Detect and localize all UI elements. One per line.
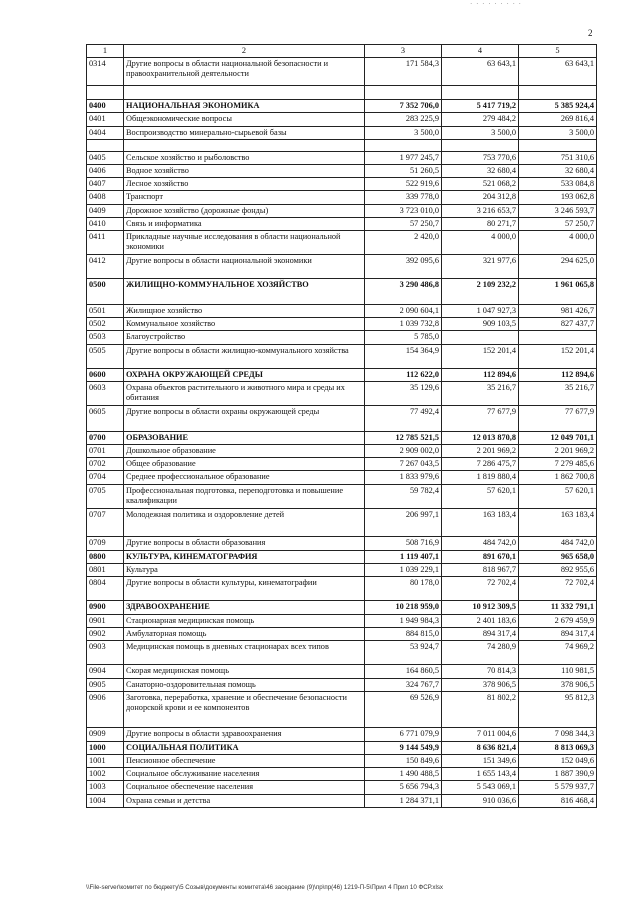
- row-value-col5: 72 702,4: [519, 577, 597, 601]
- scan-artifact: · · · · · · · · ·: [470, 0, 522, 8]
- row-code: 0707: [87, 508, 124, 536]
- row-value-col5: [519, 86, 597, 100]
- table-row: [87, 508, 597, 536]
- row-value-col5: 95 812,3: [519, 691, 597, 727]
- row-value-col3: 2 090 604,1: [365, 305, 442, 318]
- row-value-col3: 1 284 371,1: [365, 794, 442, 807]
- row-name: Пенсионное обеспечение: [124, 755, 365, 768]
- row-value-col5: 981 426,7: [519, 305, 597, 318]
- row-code: 0903: [87, 641, 124, 665]
- row-code: 0404: [87, 126, 124, 139]
- row-code: 0701: [87, 445, 124, 458]
- row-code: 0600: [87, 368, 124, 381]
- row-value-col4: 12 013 870,8: [442, 431, 519, 444]
- row-name: Другие вопросы в области национальной экономики: [124, 255, 365, 279]
- table-row: [87, 628, 597, 641]
- row-name: Общее образование: [124, 458, 365, 471]
- row-code: 0409: [87, 204, 124, 217]
- row-name: Коммунальное хозяйство: [124, 318, 365, 331]
- table-row: [87, 217, 597, 230]
- row-name: [124, 86, 365, 100]
- table-row: [87, 536, 597, 550]
- row-value-col4: 910 036,6: [442, 794, 519, 807]
- row-value-col5: 2 201 969,2: [519, 445, 597, 458]
- row-name: Амбулаторная помощь: [124, 628, 365, 641]
- row-value-col5: 57 250,7: [519, 217, 597, 230]
- row-code: 0412: [87, 255, 124, 279]
- row-value-col5: 12 049 701,1: [519, 431, 597, 444]
- row-code: 0505: [87, 344, 124, 368]
- row-value-col3: 3 723 010,0: [365, 204, 442, 217]
- row-name: Жилищное хозяйство: [124, 305, 365, 318]
- row-value-col4: 70 814,3: [442, 665, 519, 678]
- table-row: [87, 405, 597, 431]
- row-name: Санаторно-оздоровительная помощь: [124, 678, 365, 691]
- row-name: Охрана объектов растительного и животного мира и среды их обитания: [124, 381, 365, 405]
- row-value-col3: 51 260,5: [365, 165, 442, 178]
- table-row: [87, 165, 597, 178]
- row-value-col3: 1 490 488,5: [365, 768, 442, 781]
- row-value-col5: 7 279 485,6: [519, 458, 597, 471]
- row-value-col3: 154 364,9: [365, 344, 442, 368]
- table-row: [87, 331, 597, 344]
- row-value-col3: 77 492,4: [365, 405, 442, 431]
- table-header-row: [87, 45, 597, 58]
- row-code: 0900: [87, 601, 124, 615]
- row-value-col4: 2 201 969,2: [442, 445, 519, 458]
- row-name: ОХРАНА ОКРУЖАЮЩЕЙ СРЕДЫ: [124, 368, 365, 381]
- budget-table: [86, 44, 597, 808]
- col-header-2: 2: [124, 45, 365, 58]
- row-value-col4: 2 109 232,2: [442, 279, 519, 305]
- table-row: [87, 678, 597, 691]
- row-value-col5: 112 894,6: [519, 368, 597, 381]
- row-name: НАЦИОНАЛЬНАЯ ЭКОНОМИКА: [124, 100, 365, 113]
- row-name: Молодежная политика и оздоровление детей: [124, 508, 365, 536]
- row-code: 0405: [87, 151, 124, 164]
- row-code: 0401: [87, 113, 124, 126]
- row-code: 1003: [87, 781, 124, 794]
- row-code: 0906: [87, 691, 124, 727]
- row-name: КУЛЬТУРА, КИНЕМАТОГРАФИЯ: [124, 550, 365, 563]
- row-name: [124, 139, 365, 151]
- row-value-col3: 7 267 043,5: [365, 458, 442, 471]
- row-value-col5: 378 906,5: [519, 678, 597, 691]
- row-value-col4: 151 349,6: [442, 755, 519, 768]
- row-value-col4: 81 802,2: [442, 691, 519, 727]
- row-name: Среднее профессиональное образование: [124, 471, 365, 484]
- table-row: [87, 445, 597, 458]
- row-name: Водное хозяйство: [124, 165, 365, 178]
- row-value-col5: 1 961 065,8: [519, 279, 597, 305]
- row-value-col5: 163 183,4: [519, 508, 597, 536]
- row-value-col3: 324 767,7: [365, 678, 442, 691]
- row-code: 0411: [87, 231, 124, 255]
- row-value-col5: 294 625,0: [519, 255, 597, 279]
- table-row: [87, 178, 597, 191]
- row-value-col4: 8 636 821,4: [442, 741, 519, 754]
- row-code: 0800: [87, 550, 124, 563]
- row-code: 0801: [87, 563, 124, 576]
- row-value-col3: 5 785,0: [365, 331, 442, 344]
- row-value-col4: 2 401 183,6: [442, 615, 519, 628]
- row-value-col4: 35 216,7: [442, 381, 519, 405]
- row-value-col5: 74 969,2: [519, 641, 597, 665]
- row-value-col5: 892 955,6: [519, 563, 597, 576]
- row-value-col4: 1 655 143,4: [442, 768, 519, 781]
- row-value-col5: 4 000,0: [519, 231, 597, 255]
- row-value-col3: 522 919,6: [365, 178, 442, 191]
- row-value-col5: 751 310,6: [519, 151, 597, 164]
- page-number: 2: [588, 28, 593, 38]
- row-value-col4: 521 068,2: [442, 178, 519, 191]
- row-value-col4: 484 742,0: [442, 536, 519, 550]
- row-value-col4: 891 670,1: [442, 550, 519, 563]
- table-row: [87, 691, 597, 727]
- row-code: 0500: [87, 279, 124, 305]
- row-value-col4: 818 967,7: [442, 563, 519, 576]
- row-value-col4: 77 677,9: [442, 405, 519, 431]
- row-value-col4: 378 906,5: [442, 678, 519, 691]
- row-value-col5: 484 742,0: [519, 536, 597, 550]
- section-row: [87, 100, 597, 113]
- row-code: 1002: [87, 768, 124, 781]
- row-code: 0904: [87, 665, 124, 678]
- table-row: [87, 86, 597, 100]
- row-value-col3: 35 129,6: [365, 381, 442, 405]
- row-value-col5: 2 679 459,9: [519, 615, 597, 628]
- col-header-5: 5: [519, 45, 597, 58]
- section-row: [87, 601, 597, 615]
- table-row: [87, 577, 597, 601]
- table-row: [87, 563, 597, 576]
- row-value-col5: 7 098 344,3: [519, 727, 597, 741]
- row-value-col5: 77 677,9: [519, 405, 597, 431]
- row-code: 0410: [87, 217, 124, 230]
- section-row: [87, 550, 597, 563]
- row-value-col5: 8 813 069,3: [519, 741, 597, 754]
- row-value-col4: 152 201,4: [442, 344, 519, 368]
- table-row: [87, 344, 597, 368]
- row-name: Скорая медицинская помощь: [124, 665, 365, 678]
- row-value-col3: 1 119 407,1: [365, 550, 442, 563]
- row-value-col4: [442, 86, 519, 100]
- table-row: [87, 484, 597, 508]
- row-name: Транспорт: [124, 191, 365, 204]
- row-value-col3: 53 924,7: [365, 641, 442, 665]
- row-value-col3: 12 785 521,5: [365, 431, 442, 444]
- row-name: Другие вопросы в области жилищно-коммунального хозяйства: [124, 344, 365, 368]
- row-name: Другие вопросы в области образования: [124, 536, 365, 550]
- table-row: [87, 318, 597, 331]
- row-code: 0501: [87, 305, 124, 318]
- row-value-col3: 283 225,9: [365, 113, 442, 126]
- section-row: [87, 431, 597, 444]
- row-value-col3: 164 860,5: [365, 665, 442, 678]
- row-value-col5: 63 643,1: [519, 58, 597, 86]
- row-value-col5: 110 981,5: [519, 665, 597, 678]
- row-value-col5: 827 437,7: [519, 318, 597, 331]
- table-row: [87, 58, 597, 86]
- table-row: [87, 204, 597, 217]
- row-name: ЗДРАВООХРАНЕНИЕ: [124, 601, 365, 615]
- row-value-col4: 80 271,7: [442, 217, 519, 230]
- table-row: [87, 191, 597, 204]
- row-name: ЖИЛИЩНО-КОММУНАЛЬНОЕ ХОЗЯЙСТВО: [124, 279, 365, 305]
- table-row: [87, 768, 597, 781]
- row-value-col5: 193 062,8: [519, 191, 597, 204]
- row-value-col4: 753 770,6: [442, 151, 519, 164]
- row-value-col3: 9 144 549,9: [365, 741, 442, 754]
- row-code: 0406: [87, 165, 124, 178]
- table-row: [87, 781, 597, 794]
- row-name: Медицинская помощь в дневных стационарах всех типов: [124, 641, 365, 665]
- row-name: Общеэкономические вопросы: [124, 113, 365, 126]
- file-path-footer: \\File-server\комитет по бюджету\5 Созыв\документы комитета\46 заседание (9)\пр\пр(46) 1219-П-5\Прил 4 Прил 10 ФСР.xlsx: [86, 884, 444, 891]
- table-body: [87, 58, 597, 808]
- row-name: Дошкольное образование: [124, 445, 365, 458]
- row-code: 1000: [87, 741, 124, 754]
- row-code: 0503: [87, 331, 124, 344]
- row-value-col5: 152 201,4: [519, 344, 597, 368]
- row-value-col4: 7 011 004,6: [442, 727, 519, 741]
- row-value-col4: 909 103,5: [442, 318, 519, 331]
- row-value-col4: 4 000,0: [442, 231, 519, 255]
- row-value-col3: 10 218 959,0: [365, 601, 442, 615]
- table-row: [87, 139, 597, 151]
- row-value-col5: 57 620,1: [519, 484, 597, 508]
- row-value-col3: 7 352 706,0: [365, 100, 442, 113]
- row-value-col3: 508 716,9: [365, 536, 442, 550]
- row-value-col4: 279 484,2: [442, 113, 519, 126]
- row-code: 0905: [87, 678, 124, 691]
- row-code: 0901: [87, 615, 124, 628]
- table-row: [87, 615, 597, 628]
- row-value-col4: [442, 139, 519, 151]
- row-name: Другие вопросы в области национальной безопасности и правоохранительной деятельности: [124, 58, 365, 86]
- row-value-col5: 894 317,4: [519, 628, 597, 641]
- row-name: Сельское хозяйство и рыболовство: [124, 151, 365, 164]
- row-value-col5: 269 816,4: [519, 113, 597, 126]
- row-name: Профессиональная подготовка, переподготовка и повышение квалификации: [124, 484, 365, 508]
- row-value-col3: 171 584,3: [365, 58, 442, 86]
- row-value-col5: 5 385 924,4: [519, 100, 597, 113]
- row-name: Другие вопросы в области здравоохранения: [124, 727, 365, 741]
- col-header-1: 1: [87, 45, 124, 58]
- row-value-col3: 150 849,6: [365, 755, 442, 768]
- table-row: [87, 151, 597, 164]
- row-value-col5: 3 500,0: [519, 126, 597, 139]
- row-name: Охрана семьи и детства: [124, 794, 365, 807]
- table-row: [87, 665, 597, 678]
- row-code: 0603: [87, 381, 124, 405]
- row-value-col3: 5 656 794,3: [365, 781, 442, 794]
- row-name: Культура: [124, 563, 365, 576]
- row-value-col5: 35 216,7: [519, 381, 597, 405]
- row-value-col5: [519, 139, 597, 151]
- row-value-col5: [519, 331, 597, 344]
- row-value-col5: 5 579 937,7: [519, 781, 597, 794]
- table-row: [87, 113, 597, 126]
- row-value-col4: 5 543 069,1: [442, 781, 519, 794]
- row-value-col4: 204 312,8: [442, 191, 519, 204]
- row-value-col5: 32 680,4: [519, 165, 597, 178]
- row-value-col4: [442, 331, 519, 344]
- row-code: 0702: [87, 458, 124, 471]
- row-value-col3: 392 095,6: [365, 255, 442, 279]
- row-code: 0400: [87, 100, 124, 113]
- row-name: Связь и информатика: [124, 217, 365, 230]
- row-value-col4: 74 280,9: [442, 641, 519, 665]
- col-header-4: 4: [442, 45, 519, 58]
- row-value-col3: 1 949 984,3: [365, 615, 442, 628]
- row-name: Стационарная медицинская помощь: [124, 615, 365, 628]
- row-value-col4: 72 702,4: [442, 577, 519, 601]
- row-name: Благоустройство: [124, 331, 365, 344]
- row-value-col3: 69 526,9: [365, 691, 442, 727]
- row-code: 0407: [87, 178, 124, 191]
- row-code: [87, 86, 124, 100]
- row-name: Социальное обслуживание населения: [124, 768, 365, 781]
- row-value-col3: 57 250,7: [365, 217, 442, 230]
- row-value-col5: 533 084,8: [519, 178, 597, 191]
- row-code: 1004: [87, 794, 124, 807]
- row-value-col3: 3 500,0: [365, 126, 442, 139]
- row-value-col4: 5 417 719,2: [442, 100, 519, 113]
- row-name: Заготовка, переработка, хранение и обеспечение безопасности донорской крови и ее компонентов: [124, 691, 365, 727]
- row-code: 0502: [87, 318, 124, 331]
- section-row: [87, 741, 597, 754]
- row-name: ОБРАЗОВАНИЕ: [124, 431, 365, 444]
- row-value-col3: [365, 86, 442, 100]
- row-code: 0700: [87, 431, 124, 444]
- table-row: [87, 794, 597, 807]
- row-code: 0704: [87, 471, 124, 484]
- row-value-col3: [365, 139, 442, 151]
- row-value-col3: 1 039 732,8: [365, 318, 442, 331]
- table-row: [87, 255, 597, 279]
- row-value-col5: 1 862 700,8: [519, 471, 597, 484]
- row-code: 0408: [87, 191, 124, 204]
- row-value-col3: 206 997,1: [365, 508, 442, 536]
- row-code: 0709: [87, 536, 124, 550]
- col-header-3: 3: [365, 45, 442, 58]
- table-row: [87, 381, 597, 405]
- row-value-col3: 1 833 979,6: [365, 471, 442, 484]
- row-value-col4: 1 047 927,3: [442, 305, 519, 318]
- row-code: 0314: [87, 58, 124, 86]
- section-row: [87, 279, 597, 305]
- table-row: [87, 126, 597, 139]
- row-value-col3: 112 622,0: [365, 368, 442, 381]
- table-row: [87, 231, 597, 255]
- table-row: [87, 471, 597, 484]
- table-row: [87, 305, 597, 318]
- row-value-col3: 884 815,0: [365, 628, 442, 641]
- row-value-col4: 321 977,6: [442, 255, 519, 279]
- row-value-col3: 1 977 245,7: [365, 151, 442, 164]
- row-value-col4: 10 912 309,5: [442, 601, 519, 615]
- row-code: 0605: [87, 405, 124, 431]
- table-row: [87, 755, 597, 768]
- row-value-col4: 7 286 475,7: [442, 458, 519, 471]
- row-value-col4: 3 500,0: [442, 126, 519, 139]
- table-row: [87, 727, 597, 741]
- row-value-col5: 965 658,0: [519, 550, 597, 563]
- row-name: Другие вопросы в области охраны окружающей среды: [124, 405, 365, 431]
- table-row: [87, 641, 597, 665]
- row-value-col4: 112 894,6: [442, 368, 519, 381]
- row-value-col3: 6 771 079,9: [365, 727, 442, 741]
- row-value-col4: 57 620,1: [442, 484, 519, 508]
- row-name: Прикладные научные исследования в области национальной экономики: [124, 231, 365, 255]
- row-code: [87, 139, 124, 151]
- row-name: Лесное хозяйство: [124, 178, 365, 191]
- row-value-col4: 32 680,4: [442, 165, 519, 178]
- row-name: Воспроизводство минерально-сырьевой базы: [124, 126, 365, 139]
- row-value-col5: 152 049,6: [519, 755, 597, 768]
- row-name: Другие вопросы в области культуры, кинематографии: [124, 577, 365, 601]
- row-code: 0902: [87, 628, 124, 641]
- row-value-col4: 894 317,4: [442, 628, 519, 641]
- row-value-col3: 80 178,0: [365, 577, 442, 601]
- row-value-col4: 63 643,1: [442, 58, 519, 86]
- row-value-col5: 3 246 593,7: [519, 204, 597, 217]
- row-value-col4: 1 819 880,4: [442, 471, 519, 484]
- row-value-col3: 339 778,0: [365, 191, 442, 204]
- row-name: Социальное обеспечение населения: [124, 781, 365, 794]
- row-code: 0909: [87, 727, 124, 741]
- row-name: СОЦИАЛЬНАЯ ПОЛИТИКА: [124, 741, 365, 754]
- row-value-col4: 3 216 653,7: [442, 204, 519, 217]
- row-name: Дорожное хозяйство (дорожные фонды): [124, 204, 365, 217]
- row-code: 1001: [87, 755, 124, 768]
- row-code: 0804: [87, 577, 124, 601]
- row-value-col3: 59 782,4: [365, 484, 442, 508]
- row-value-col5: 1 887 390,9: [519, 768, 597, 781]
- row-value-col5: 816 468,4: [519, 794, 597, 807]
- section-row: [87, 368, 597, 381]
- row-value-col3: 2 909 002,0: [365, 445, 442, 458]
- row-value-col3: 3 290 486,8: [365, 279, 442, 305]
- row-code: 0705: [87, 484, 124, 508]
- row-value-col4: 163 183,4: [442, 508, 519, 536]
- row-value-col3: 2 420,0: [365, 231, 442, 255]
- row-value-col5: 11 332 791,1: [519, 601, 597, 615]
- row-value-col3: 1 039 229,1: [365, 563, 442, 576]
- table-row: [87, 458, 597, 471]
